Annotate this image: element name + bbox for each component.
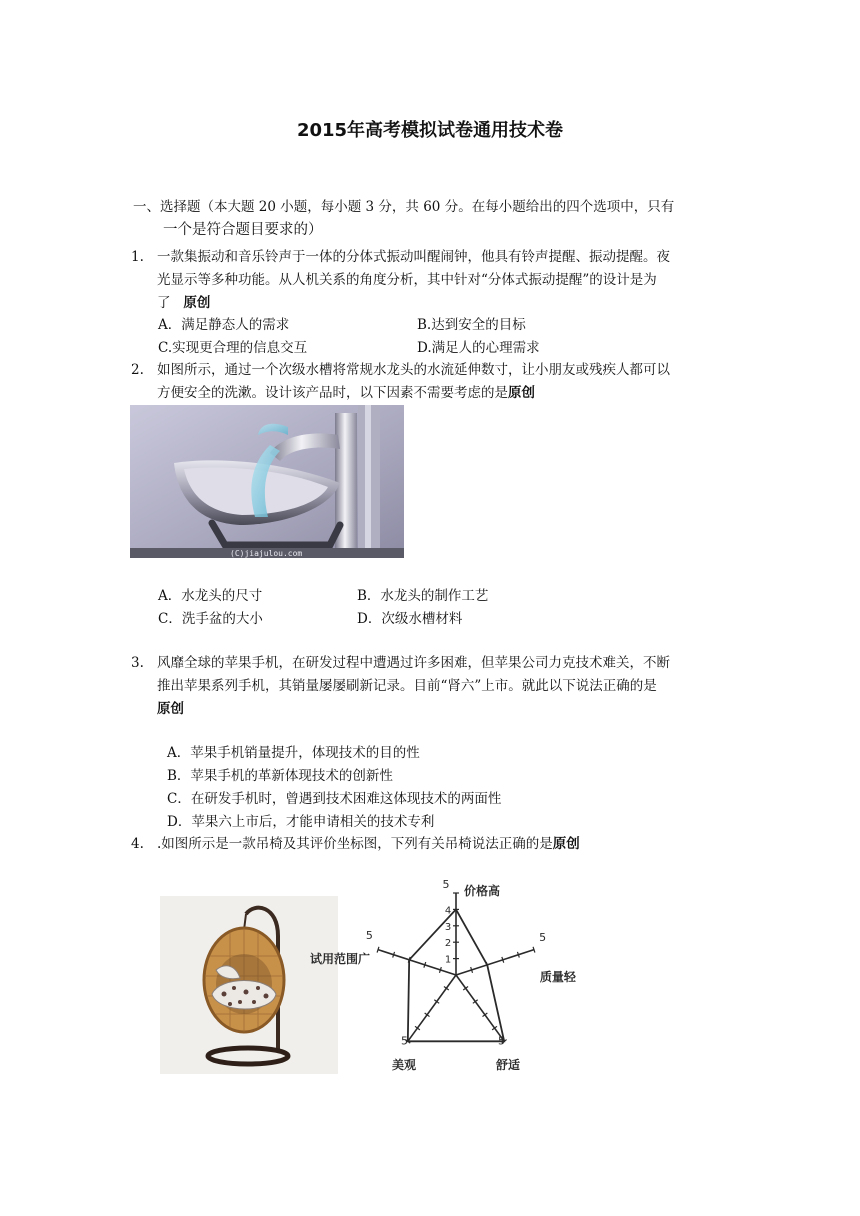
q3-text-line2: 推出苹果系列手机，其销量屡屡刷新记录。目前“肾六”上市。就此以下说法正确的是 (157, 678, 657, 694)
q1-tag: 原创 (183, 295, 211, 311)
radar-axis-label: 美观 (391, 1058, 417, 1072)
q3-option-d: D．苹果六上市后，才能申请相关的技术专利 (167, 814, 435, 830)
radar-tick-label: 3 (444, 921, 452, 933)
q3-option-a: A．苹果手机销量提升，体现技术的目的性 (167, 745, 420, 761)
q3-option-c: C．在研发手机时，曾遇到技术困难这体现技术的两面性 (167, 791, 502, 807)
q3-text-line1: 风靡全球的苹果手机，在研发过程中遭遇过许多困难，但苹果公司力克技术难关，不断 (157, 655, 670, 671)
q2-option-a: A．水龙头的尺寸 (158, 588, 263, 604)
section-heading-line1: 一、选择题（本大题 20 小题，每小题 3 分，共 60 分。在每小题给出的四个选项中，只有 (133, 199, 675, 215)
q3-option-b: B．苹果手机的革新体现技术的创新性 (167, 768, 393, 784)
q1-number: 1. (131, 249, 144, 265)
radar-scale-max: 5 (442, 877, 450, 891)
q1-text-line2: 光显示等多种功能。从人机关系的角度分析，其中针对“分体式振动提醒”的设计是为 (157, 272, 657, 288)
q1-option-a: A．满足静态人的需求 (158, 317, 290, 333)
radar-axis-line (408, 975, 456, 1041)
q4-number: 4. (131, 836, 144, 852)
q1-text-line1: 一款集振动和音乐铃声于一体的分体式振动叫醒闹钟，他具有铃声提醒、振动提醒。夜 (157, 249, 670, 265)
image-watermark: (C)jiajulou.com (230, 549, 303, 558)
radar-axis-label: 质量轻 (539, 970, 576, 984)
sink-faucet-image (130, 405, 404, 558)
page-title: 2015年高考模拟试卷通用技术卷 (296, 120, 564, 141)
radar-scale-max: 5 (400, 1034, 408, 1048)
radar-labels (310, 883, 577, 1072)
q1-option-c: C.实现更合理的信息交互 (158, 340, 308, 356)
radar-axis-label: 舒适 (495, 1058, 521, 1072)
q2-text-line1: 如图所示，通过一个次级水槽将常规水龙头的水流延伸数寸，让小朋友或残疾人都可以 (157, 362, 670, 378)
q2-number: 2. (131, 362, 144, 378)
q1-option-d: D.满足人的心理需求 (417, 340, 540, 356)
radar-axis-label: 价格高 (464, 884, 501, 898)
q2-text-line2: 方便安全的洗漱。设计该产品时，以下因素不需要考虑的是 (157, 385, 508, 401)
radar-scale-max: 5 (539, 930, 547, 944)
radar-scale-max: 5 (498, 1034, 506, 1048)
q2-option-c: C．洗手盆的大小 (158, 611, 263, 627)
q1-text-line3: 了 (157, 295, 171, 311)
radar-axis-line (456, 950, 534, 975)
q4-text-line1: .如图所示是一款吊椅及其评价坐标图，下列有关吊椅说法正确的是 (157, 836, 553, 852)
radar-scale-max: 5 (365, 928, 373, 942)
q3-tag: 原创 (157, 701, 184, 717)
radar-tick-label: 4 (444, 905, 452, 917)
q2-tag: 原创 (508, 385, 535, 401)
q3-number: 3. (131, 655, 144, 671)
q2-option-b: B．水龙头的制作工艺 (357, 588, 489, 604)
q1-option-b: B.达到安全的目标 (417, 317, 526, 333)
radar-axis-label: 试用范围广 (309, 952, 370, 966)
section-heading-line2: 一个是符合题目要求的） (163, 222, 323, 238)
radar-tick-label: 2 (444, 938, 452, 950)
radar-tick-label: 1 (444, 954, 452, 966)
evaluation-radar-chart (309, 877, 576, 1080)
hanging-chair-image (160, 896, 338, 1074)
q2-option-d: D．次级水槽材料 (357, 611, 463, 627)
q4-tag: 原创 (552, 836, 580, 852)
radar-axes (377, 893, 535, 1043)
